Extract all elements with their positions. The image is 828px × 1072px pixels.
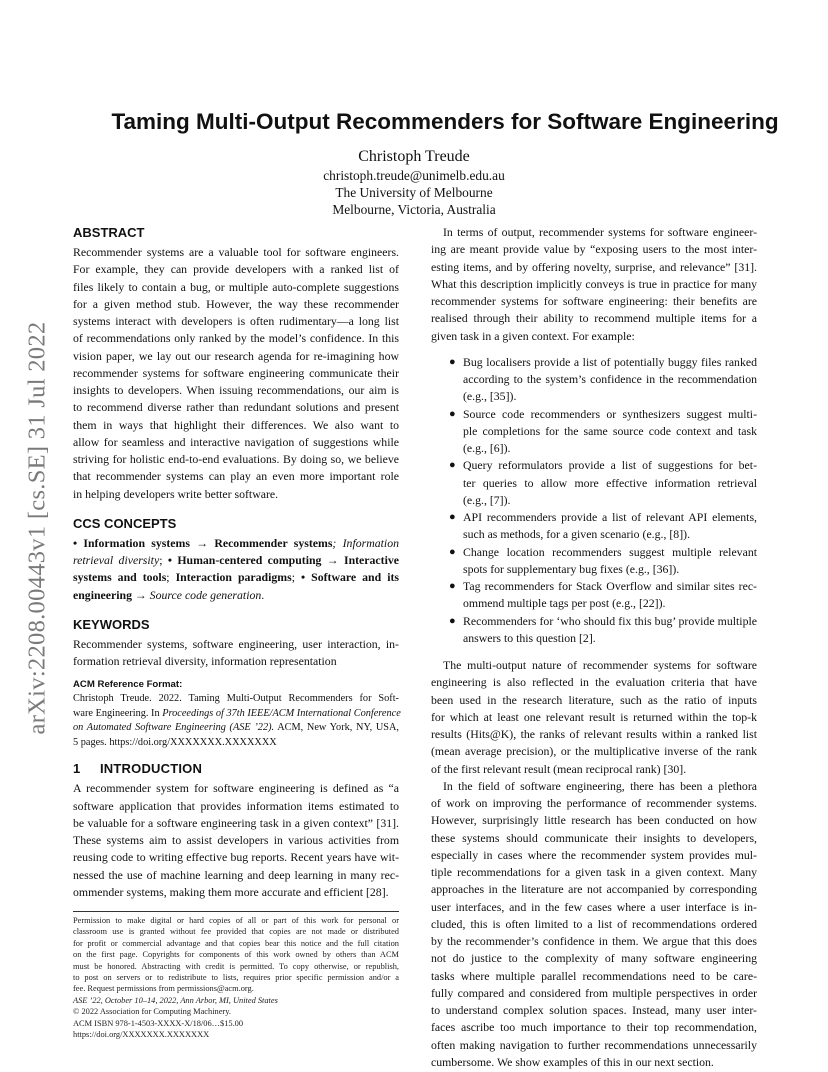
footnote-divider: [73, 911, 399, 912]
list-item: [431, 457, 757, 509]
footnote-line: Permission to make digital or hard copies of all or part of this work for personal or: [73, 916, 399, 925]
body-line: not do justice to the complexity of many software engineering: [431, 951, 757, 966]
footnote-line: to post on servers or to redistribute to lists, requires prior specific permission and/or a: [73, 973, 399, 983]
right-paragraph-3: [431, 778, 757, 1071]
bullet-icon: ●: [449, 407, 456, 420]
abstract-line: them in ways that highlight their differences. We also want to: [73, 417, 399, 432]
abstract-line: recommender systems for software engineering communicate their: [73, 365, 399, 380]
abstract-line: vision paper, we lay out our research agenda for re-imagining how: [73, 348, 399, 363]
intro-line: These systems aim to assist developers in various activities from: [73, 833, 399, 847]
ccs-term: • Human-centered computing → Interactive: [167, 553, 399, 567]
body-line: esting items, and by offering novelty, surprise, and relevance” [31].: [431, 259, 757, 274]
body-line: user interfaces, and in the few cases where a user interface is in-: [431, 899, 757, 914]
right-column: [431, 224, 757, 1071]
footnote-line: on the first page. Copyrights for components of this work owned by others than ACM: [73, 950, 399, 960]
footnote-line: must be honored. Abstracting with credit is permitted. To copy otherwise, or republish,: [73, 961, 399, 971]
body-line: recommender systems for software engineering: their benefits are: [431, 294, 757, 308]
paper-title: Taming Multi-Output Recommenders for Software Engineering: [111, 109, 779, 134]
abstract-line: For example, they can provide developers with a ranked list of: [73, 262, 399, 277]
acm-reference-doi[interactable]: 5 pages. https://doi.org/XXXXXXX.XXXXXXX: [73, 736, 277, 748]
author-name: Christoph Treude: [358, 148, 470, 165]
list-item: [431, 613, 757, 648]
list-item-line: according to the system’s confidence in the recommendation: [463, 372, 757, 386]
introduction-body: [73, 780, 399, 901]
list-item-line: (e.g., [35]).: [463, 389, 517, 404]
intro-line: be valuable for a software engineering task in a given context” [31].: [73, 815, 399, 830]
body-line: results (Hits@K), the ranks of relevant results within a ranked list: [431, 727, 757, 741]
body-line: cumbersome. We show examples of this in our next section.: [431, 1054, 714, 1069]
ccs-line: [73, 535, 399, 552]
arxiv-identifier: [18, 294, 56, 762]
list-item-line: Source code recommenders or synthesizers suggest multi-: [463, 406, 757, 421]
body-line: What this description implicitly conveys is true in practice for many: [431, 276, 757, 291]
abstract-line: allow for seamless and interactive navigation of suggestions while: [73, 434, 399, 449]
ccs-end: .: [261, 587, 265, 602]
ccs-heading: CCS CONCEPTS: [73, 515, 177, 531]
right-paragraph-2: [431, 657, 757, 778]
body-line: realised through their ability to recommend multiple items for a: [431, 311, 757, 326]
list-item: [431, 406, 757, 458]
ccs-line: [73, 587, 399, 604]
abstract-line: Recommender systems are a valuable tool for software engineers.: [73, 245, 399, 259]
abstract-body: [73, 244, 399, 503]
list-item: [431, 354, 757, 406]
body-line: engineering is also reflected in the evaluation criteria that have: [431, 675, 757, 690]
list-item-line: ple completions for the same source code context and task: [463, 423, 757, 438]
list-item-line: API recommenders provide a list of relevant API elements,: [463, 510, 757, 524]
body-line: been used in the research literature, such as the ratio of inputs: [431, 692, 757, 707]
abstract-line: striving for holistic end-to-end evaluations. By doing so, we believe: [73, 452, 399, 466]
acm-reference-body: [73, 692, 399, 750]
list-item-line: Query reformulators provide a list of suggestions for bet-: [463, 458, 757, 473]
bullet-icon: ●: [449, 545, 456, 558]
acm-reference-proceedings: on Automated Software Engineering (ASE ’22).: [73, 722, 275, 734]
intro-line: ommender systems, making them more accurate and efficient [28].: [73, 884, 389, 899]
body-line: to understand complex solution spaces. Instead, many user inter-: [431, 1003, 757, 1017]
intro-line: nessed the use of machine learning and deep learning in many rec-: [73, 867, 399, 882]
body-line: these systems should communicate their insights to developers,: [431, 830, 757, 845]
body-line: often making navigation to further recommendations unnecessarily: [431, 1037, 757, 1052]
abstract-line: in helping developers write better software.: [73, 486, 279, 501]
list-item-line: Recommenders for ‘who should fix this bug’ provide multiple: [463, 613, 757, 628]
body-line: ing are meant provide value by “exposing users to the most inter-: [431, 242, 757, 257]
body-line: (mean average precision), or the multiplicative inverse of the rank: [431, 744, 757, 759]
acm-reference-line: Christoph Treude. 2022. Taming Multi-Output Recommenders for Soft-: [73, 693, 399, 705]
ccs-concepts: [73, 535, 399, 604]
ccs-term: retrieval diversity: [73, 553, 160, 567]
footnote-line: for profit or commercial advantage and that copies bear this notice and the full citation: [73, 938, 399, 948]
keywords-line: Recommender systems, software engineering, user interaction, in-: [73, 636, 399, 651]
bullet-icon: ●: [449, 459, 456, 472]
list-item: [431, 544, 757, 579]
list-item: [431, 578, 757, 613]
body-line: tiple recommendations for a given task in a given context. Many: [431, 865, 757, 879]
abstract-line: of recommendations only ranked by the model’s confidence. In this: [73, 331, 399, 346]
acm-reference-heading: ACM Reference Format:: [73, 679, 183, 691]
intro-line: software application that provides information items estimated to: [73, 798, 399, 813]
acm-reference-line: [73, 721, 399, 736]
ccs-line: [73, 552, 399, 569]
abstract-line: for a given method stub. However, the way these recommender: [73, 296, 399, 311]
ccs-term: • Information systems → Recommender systems: [73, 535, 333, 550]
abstract-line: files likely to contain a bug, or multiple auto-complete suggestions: [73, 279, 399, 294]
right-paragraph-1: [431, 224, 757, 345]
body-line: cluded, this is often limited to a list of recommendations ordered: [431, 916, 757, 931]
footnote-isbn: ACM ISBN 978-1-4503-XXXX-X/18/06…$15.00: [73, 1018, 244, 1028]
ccs-separator: ;: [159, 553, 168, 567]
intro-line: reusing code to writing effective bug reports. Recent years have wit-: [73, 850, 399, 865]
body-line: The multi-output nature of recommender systems for software: [443, 658, 757, 672]
list-item-line: spots for supplementary bug fixes (e.g., [36]).: [463, 561, 680, 576]
abstract-line: to recommend diverse rather than redundant solutions and present: [73, 400, 399, 415]
intro-line: A recommender system for software engineering is defined as “a: [73, 781, 399, 796]
ccs-separator: ;: [166, 570, 176, 585]
section-title: INTRODUCTION: [100, 761, 203, 777]
acm-reference-text: ACM, New York, NY, USA,: [274, 722, 399, 734]
list-item-line: (e.g., [6]).: [463, 441, 511, 455]
body-line: In the field of software engineering, there has been a plethora: [443, 778, 757, 793]
section-number: 1: [73, 761, 81, 777]
footnote-doi[interactable]: https://doi.org/XXXXXXX.XXXXXXX: [73, 1030, 210, 1040]
body-line: of the first relevant result (mean reciprocal rank) [30].: [431, 761, 687, 776]
list-item-line: ommend multiple tags per post (e.g., [22]).: [463, 596, 666, 611]
abstract-line: that recommender systems can play an even more important role: [73, 469, 399, 484]
author-location: Melbourne, Victoria, Australia: [332, 202, 496, 217]
ccs-term: ; Information: [332, 535, 399, 550]
example-list: [431, 354, 757, 647]
abstract-line: insights to developers. When issuing recommendations, our aim is: [73, 383, 399, 397]
abstract-heading: ABSTRACT: [73, 225, 145, 240]
bullet-icon: ●: [449, 355, 456, 368]
bullet-icon: ●: [449, 614, 456, 627]
footnote-copyright: © 2022 Association for Computing Machinery.: [73, 1007, 231, 1017]
left-column: [73, 224, 399, 1040]
body-line: especially in cases where the recommender system provides mul-: [431, 847, 757, 862]
body-line: In terms of output, recommender systems for software engineer-: [443, 225, 757, 239]
body-line: for which at least one relevant result is returned within the top-k: [431, 709, 757, 724]
acm-reference-text: ware Engineering. In: [73, 707, 163, 719]
abstract-line: systems interact with developers is often rudimentary—a long list: [73, 314, 399, 328]
footnote-line: fee. Request permissions from permissions@acm.org.: [73, 984, 254, 994]
ccs-term: Interaction paradigms: [175, 570, 292, 585]
bullet-icon: ●: [449, 511, 456, 523]
body-line: tasks where multiple parallel recommendations need to be care-: [431, 968, 757, 983]
author-block: [214, 147, 614, 218]
body-line: fully compared and considered from multiple perspectives in order: [431, 985, 757, 1000]
keywords-heading: KEYWORDS: [73, 616, 150, 632]
list-item-line: Bug localisers provide a list of potentially buggy files ranked: [463, 354, 757, 369]
keywords-body: [73, 636, 399, 671]
ccs-term: • Software and its: [301, 570, 399, 585]
list-item-line: (e.g., [7]).: [463, 492, 511, 507]
list-item-line: ter queries to allow more effective information retrieval: [463, 475, 757, 490]
ccs-term: engineering: [73, 587, 132, 602]
body-line: of work on improving the performance of recommender systems.: [431, 796, 757, 810]
body-line: by the recommender’s confidence in them. We argue that this does: [431, 934, 757, 948]
ccs-term: systems and tools: [73, 570, 167, 585]
list-item: [431, 509, 757, 544]
introduction-heading: [73, 760, 399, 780]
ccs-separator: ;: [291, 570, 302, 585]
arxiv-identifier-text: arXiv:2208.00443v1 [cs.SE] 31 Jul 2022: [23, 321, 50, 735]
ccs-line: [73, 569, 399, 586]
body-line: approaches in the literature are not accompanied by corresponding: [431, 882, 757, 897]
list-item-line: answers to this question [2].: [463, 630, 596, 645]
acm-reference-proceedings: Proceedings of 37th IEEE/ACM International Conference: [162, 707, 401, 719]
footnote-line: classroom use is granted without fee provided that copies are not made or distributed: [73, 927, 399, 937]
keywords-line: formation retrieval diversity, information representation: [73, 654, 337, 668]
body-line: However, surprisingly little research has been conducted on how: [431, 813, 757, 828]
body-line: faces ascribe too much importance to their top recommendation,: [431, 1020, 757, 1035]
author-affiliation: The University of Melbourne: [335, 185, 493, 200]
ccs-term: → Source code generation: [131, 587, 262, 602]
acm-reference-line: [73, 707, 399, 722]
bullet-icon: ●: [449, 580, 456, 592]
body-line: given task in a given context. For example:: [431, 328, 635, 343]
copyright-footnote: [73, 915, 399, 1040]
list-item-line: such as methods, for a given scenario (e.g., [8]).: [463, 527, 691, 542]
footnote-venue: ASE ’22, October 10–14, 2022, Ann Arbor, MI, United States: [73, 995, 278, 1005]
author-email[interactable]: christoph.treude@unimelb.edu.au: [323, 168, 505, 183]
list-item-line: Change location recommenders suggest multiple relevant: [463, 544, 757, 559]
list-item-line: Tag recommenders for Stack Overflow and similar sites rec-: [463, 579, 757, 593]
